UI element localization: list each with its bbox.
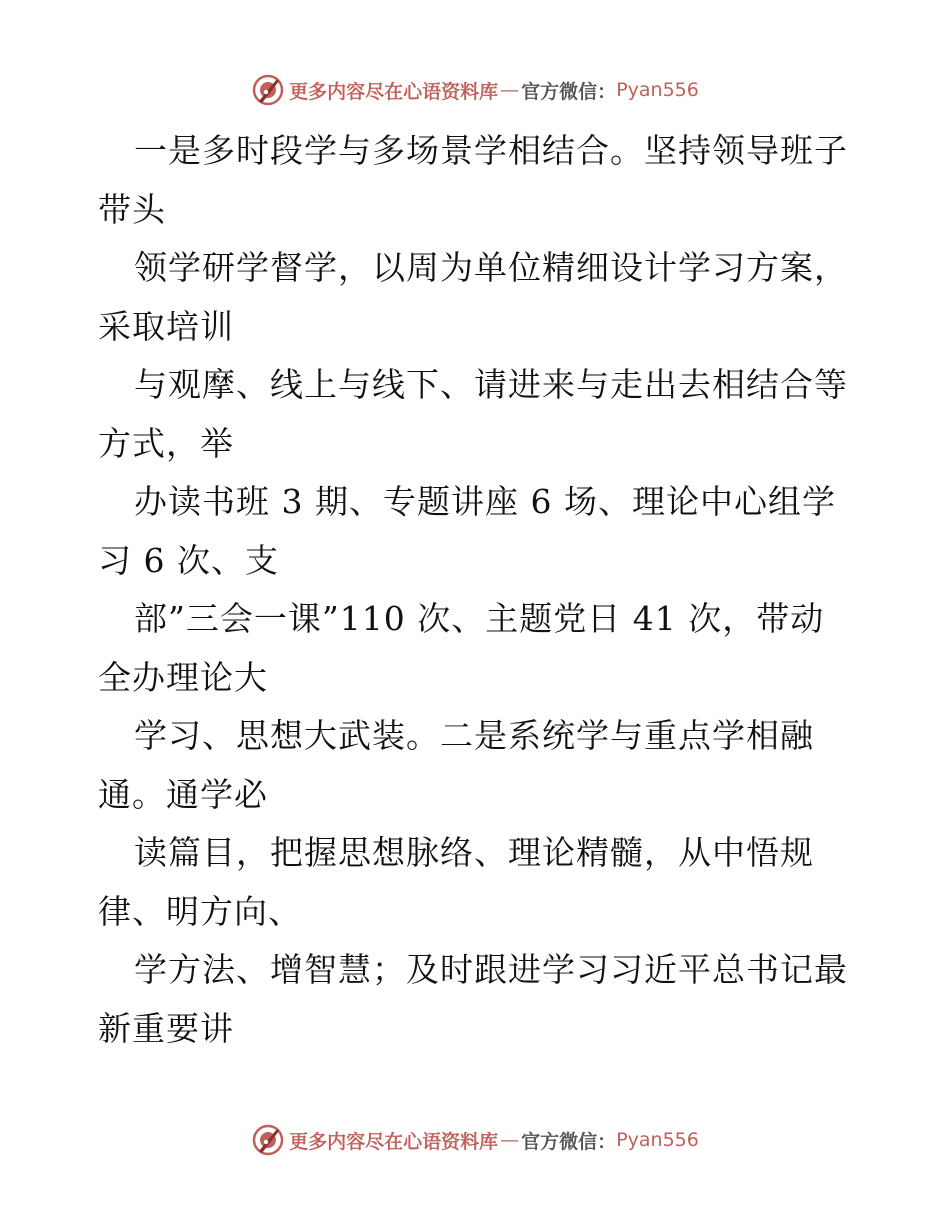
text-line: 律、明方向、 <box>98 891 302 931</box>
quill-pen-logo-icon <box>251 1123 285 1157</box>
wechat-label: 官方微信： <box>521 1130 617 1153</box>
site-slogan: 更多内容尽在心语资料库 <box>289 80 499 103</box>
text-line: 一是多时段学与多场景学相结合。坚持领导班子 <box>134 131 848 170</box>
quill-pen-logo-icon <box>251 73 285 107</box>
text-line: 方式，举 <box>98 423 234 463</box>
wechat-label: 官方微信： <box>521 80 617 103</box>
header-banner <box>0 70 950 110</box>
text-line: 办读书班 3 期、专题讲座 6 场、理论中心组学 <box>134 482 836 521</box>
text-line: 采取培训 <box>98 306 234 346</box>
site-slogan: 更多内容尽在心语资料库 <box>289 1130 499 1153</box>
text-line: 通。通学必 <box>98 774 268 814</box>
banner-dash: — <box>500 1129 520 1151</box>
banner-dash: — <box>500 79 520 101</box>
text-line: 与观摩、线上与线下、请进来与走出去相结合等 <box>134 365 848 404</box>
text-line: 带头 <box>98 189 166 229</box>
text-line: 全办理论大 <box>98 657 268 697</box>
wechat-id: Pyan556 <box>616 79 699 101</box>
document-body <box>98 122 878 1058</box>
footer-banner <box>0 1120 950 1160</box>
text-line: 读篇目，把握思想脉络、理论精髓，从中悟规 <box>134 833 814 872</box>
text-line: 领学研学督学，以周为单位精细设计学习方案， <box>134 248 848 287</box>
text-line: 习 6 次、支 <box>98 540 279 580</box>
wechat-id: Pyan556 <box>616 1129 699 1151</box>
text-line: 学方法、增智慧；及时跟进学习习近平总书记最 <box>134 950 848 989</box>
text-line: 新重要讲 <box>98 1008 234 1048</box>
text-line: 学习、思想大武装。二是系统学与重点学相融 <box>134 716 814 755</box>
text-line: 部”三会一课”110 次、主题党日 41 次，带动 <box>134 599 825 638</box>
